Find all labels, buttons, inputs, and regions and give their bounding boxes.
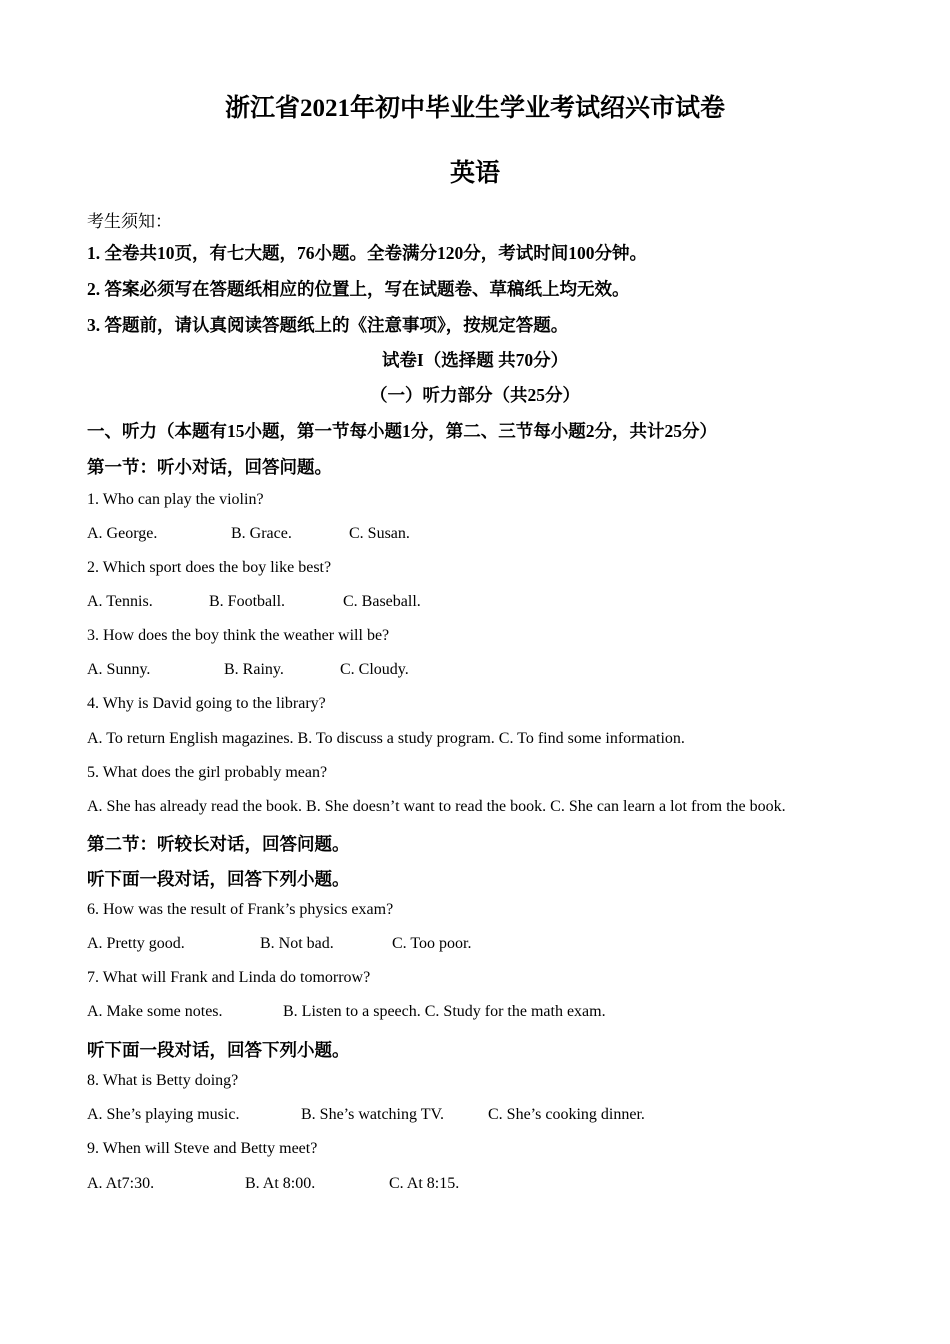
section-title: （一）听力部分（共25分） <box>370 385 580 405</box>
option-b: B. At 8:00. <box>245 1175 316 1192</box>
option-a: A. Make some notes. <box>87 1003 223 1020</box>
option-b: B. Rainy. <box>224 661 284 678</box>
dialog-heading-2: 听下面一段对话，回答下列小题。 <box>87 1040 350 1060</box>
question-4: 4. Why is David going to the library? <box>87 695 326 712</box>
option-a: A. Sunny. <box>87 661 151 678</box>
question-1: 1. Who can play the violin? <box>87 491 264 508</box>
option-c: C. Too poor. <box>392 935 472 952</box>
question-9: 9. When will Steve and Betty meet? <box>87 1140 318 1157</box>
option-b: B. Grace. <box>231 525 292 542</box>
option-c: C. Baseball. <box>343 593 421 610</box>
option-a: A. Pretty good. <box>87 935 185 952</box>
notice-item-3: 3. 答题前，请认真阅读答题纸上的《注意事项》，按规定答题。 <box>87 315 569 335</box>
subject-title: 英语 <box>449 160 500 187</box>
question-6: 6. How was the result of Frank’s physics exam? <box>87 901 394 918</box>
options-4: A. To return English magazines. B. To discuss a study program. C. To find some information. <box>87 730 685 747</box>
question-7: 7. What will Frank and Linda do tomorrow? <box>87 969 371 986</box>
options-5: A. She has already read the book. B. She doesn’t want to read the book. C. She can learn a lot from the book. <box>87 798 786 815</box>
part-title: 试卷I（选择题 共70分） <box>381 350 569 370</box>
section2-heading: 第二节：听较长对话，回答问题。 <box>87 834 350 854</box>
exam-title: 浙江省2021年初中毕业生学业考试绍兴市试卷 <box>224 95 725 122</box>
notice-item-1: 1. 全卷共10页，有七大题，76小题。全卷满分120分，考试时间100分钟。 <box>87 243 647 263</box>
option-b: B. Listen to a speech. C. Study for the math exam. <box>283 1003 606 1020</box>
option-a: A. She’s playing music. <box>87 1106 240 1123</box>
notice-item-2: 2. 答案必须写在答题纸相应的位置上，写在试题卷、草稿纸上均无效。 <box>87 279 630 299</box>
option-c: C. At 8:15. <box>389 1175 460 1192</box>
section1-heading: 第一节：听小对话，回答问题。 <box>87 457 332 477</box>
notice-heading: 考生须知： <box>87 212 172 231</box>
question-8: 8. What is Betty doing? <box>87 1072 239 1089</box>
option-b: B. Not bad. <box>260 935 334 952</box>
option-a: A. Tennis. <box>87 593 153 610</box>
question-2: 2. Which sport does the boy like best? <box>87 559 332 576</box>
listening-heading: 一、听力（本题有15小题，第一节每小题1分，第二、三节每小题2分，共计25分） <box>87 421 717 441</box>
option-b: B. Football. <box>209 593 286 610</box>
option-b: B. She’s watching TV. <box>301 1106 444 1123</box>
question-5: 5. What does the girl probably mean? <box>87 764 328 781</box>
option-c: C. Susan. <box>349 525 410 542</box>
option-a: A. George. <box>87 525 158 542</box>
option-a: A. At7:30. <box>87 1175 155 1192</box>
question-3: 3. How does the boy think the weather will be? <box>87 627 390 644</box>
dialog-heading-1: 听下面一段对话，回答下列小题。 <box>87 869 350 889</box>
option-c: C. She’s cooking dinner. <box>488 1106 645 1123</box>
option-c: C. Cloudy. <box>340 661 409 678</box>
